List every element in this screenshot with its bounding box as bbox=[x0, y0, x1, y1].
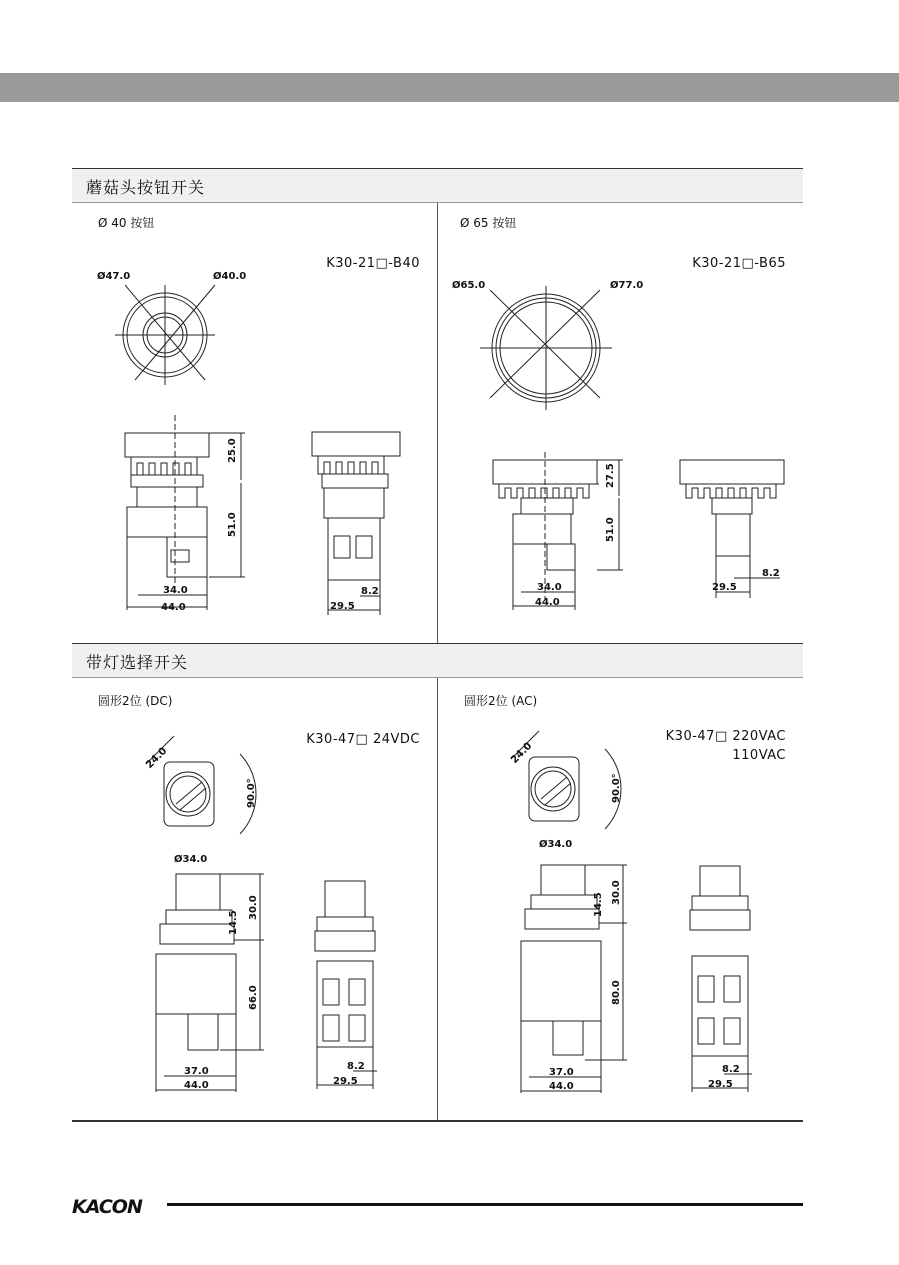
dim-label: Ø40.0 bbox=[213, 271, 247, 282]
drawing-ac-side bbox=[680, 860, 770, 1095]
model-number: K30-21□-B40 bbox=[326, 256, 420, 271]
head bbox=[125, 433, 209, 457]
dim-label: Ø34.0 bbox=[539, 839, 573, 850]
subtitle: Ø 65 按钮 bbox=[460, 216, 517, 230]
subtitle: Ø 40 按钮 bbox=[98, 216, 155, 230]
section-header-mushroom bbox=[72, 169, 803, 202]
divider bbox=[72, 1120, 803, 1122]
dim-label: 37.0 bbox=[184, 1066, 209, 1077]
drawing-b65 bbox=[450, 278, 650, 418]
dim-label: 14.5 bbox=[593, 892, 604, 917]
drawing-dc-side bbox=[305, 875, 385, 1095]
drawing-b65-side bbox=[672, 450, 792, 600]
dim-label: 44.0 bbox=[161, 602, 186, 613]
dim-label: 37.0 bbox=[549, 1067, 574, 1078]
drawing-b65-front bbox=[485, 450, 635, 620]
drawing-dc-top bbox=[140, 730, 270, 840]
section-header-selector bbox=[72, 644, 803, 677]
subtitle: 圆形2位 (DC) bbox=[98, 694, 173, 708]
drawing-b40 bbox=[95, 265, 295, 625]
drawing-ac-front bbox=[515, 835, 640, 1095]
dim-label: 8.2 bbox=[361, 586, 379, 597]
dim-label: 24.0 bbox=[509, 740, 535, 766]
top-banner bbox=[0, 73, 899, 102]
dim-label: 29.5 bbox=[333, 1076, 358, 1087]
dim-label: 80.0 bbox=[611, 980, 622, 1005]
dim-label: 14.5 bbox=[228, 910, 239, 935]
dim-label: 29.5 bbox=[708, 1079, 733, 1090]
dim-label: 90.0° bbox=[611, 773, 622, 803]
model-number-alt: 110VAC bbox=[732, 748, 786, 763]
model-number: K30-21□-B65 bbox=[692, 256, 786, 271]
dim-label: 29.5 bbox=[330, 601, 355, 612]
dim-label: 90.0° bbox=[246, 778, 257, 808]
drawing-b40-side bbox=[300, 420, 410, 625]
dim-label: Ø77.0 bbox=[610, 280, 644, 291]
section-title: 蘑菇头按钮开关 bbox=[86, 178, 206, 197]
dim-label: 8.2 bbox=[347, 1061, 365, 1072]
dim-label: Ø47.0 bbox=[97, 271, 131, 282]
subtitle: 圆形2位 (AC) bbox=[464, 694, 538, 708]
dim-label: 8.2 bbox=[762, 568, 780, 579]
dim-label: 30.0 bbox=[248, 895, 259, 920]
column-divider bbox=[437, 678, 438, 1120]
dim-label: 29.5 bbox=[712, 582, 737, 593]
drawing-ac-top bbox=[505, 725, 635, 835]
column-divider bbox=[437, 203, 438, 643]
dim-label: 8.2 bbox=[722, 1064, 740, 1075]
dim-label: Ø34.0 bbox=[174, 854, 208, 865]
model-number: K30-47□ 24VDC bbox=[306, 732, 420, 747]
dim-label: 44.0 bbox=[184, 1080, 209, 1091]
dim-label: 66.0 bbox=[248, 985, 259, 1010]
drawing-dc-front bbox=[150, 850, 280, 1095]
dim-label: 44.0 bbox=[549, 1081, 574, 1092]
dim-label: 30.0 bbox=[611, 880, 622, 905]
section-title: 带灯选择开关 bbox=[86, 653, 189, 672]
dim-label: 34.0 bbox=[537, 582, 562, 593]
dim-label: 51.0 bbox=[605, 517, 616, 542]
dim-label: 25.0 bbox=[227, 438, 238, 463]
model-number: K30-47□ 220VAC bbox=[665, 729, 786, 744]
brand-logo: KACON bbox=[72, 1196, 142, 1218]
dim-label: 27.5 bbox=[605, 463, 616, 488]
dim-label: Ø65.0 bbox=[452, 280, 486, 291]
dim-label: 51.0 bbox=[227, 512, 238, 537]
dim-label: 24.0 bbox=[144, 745, 170, 771]
footer-rule bbox=[167, 1203, 803, 1206]
dim-label: 44.0 bbox=[535, 597, 560, 608]
dim-label: 34.0 bbox=[163, 585, 188, 596]
